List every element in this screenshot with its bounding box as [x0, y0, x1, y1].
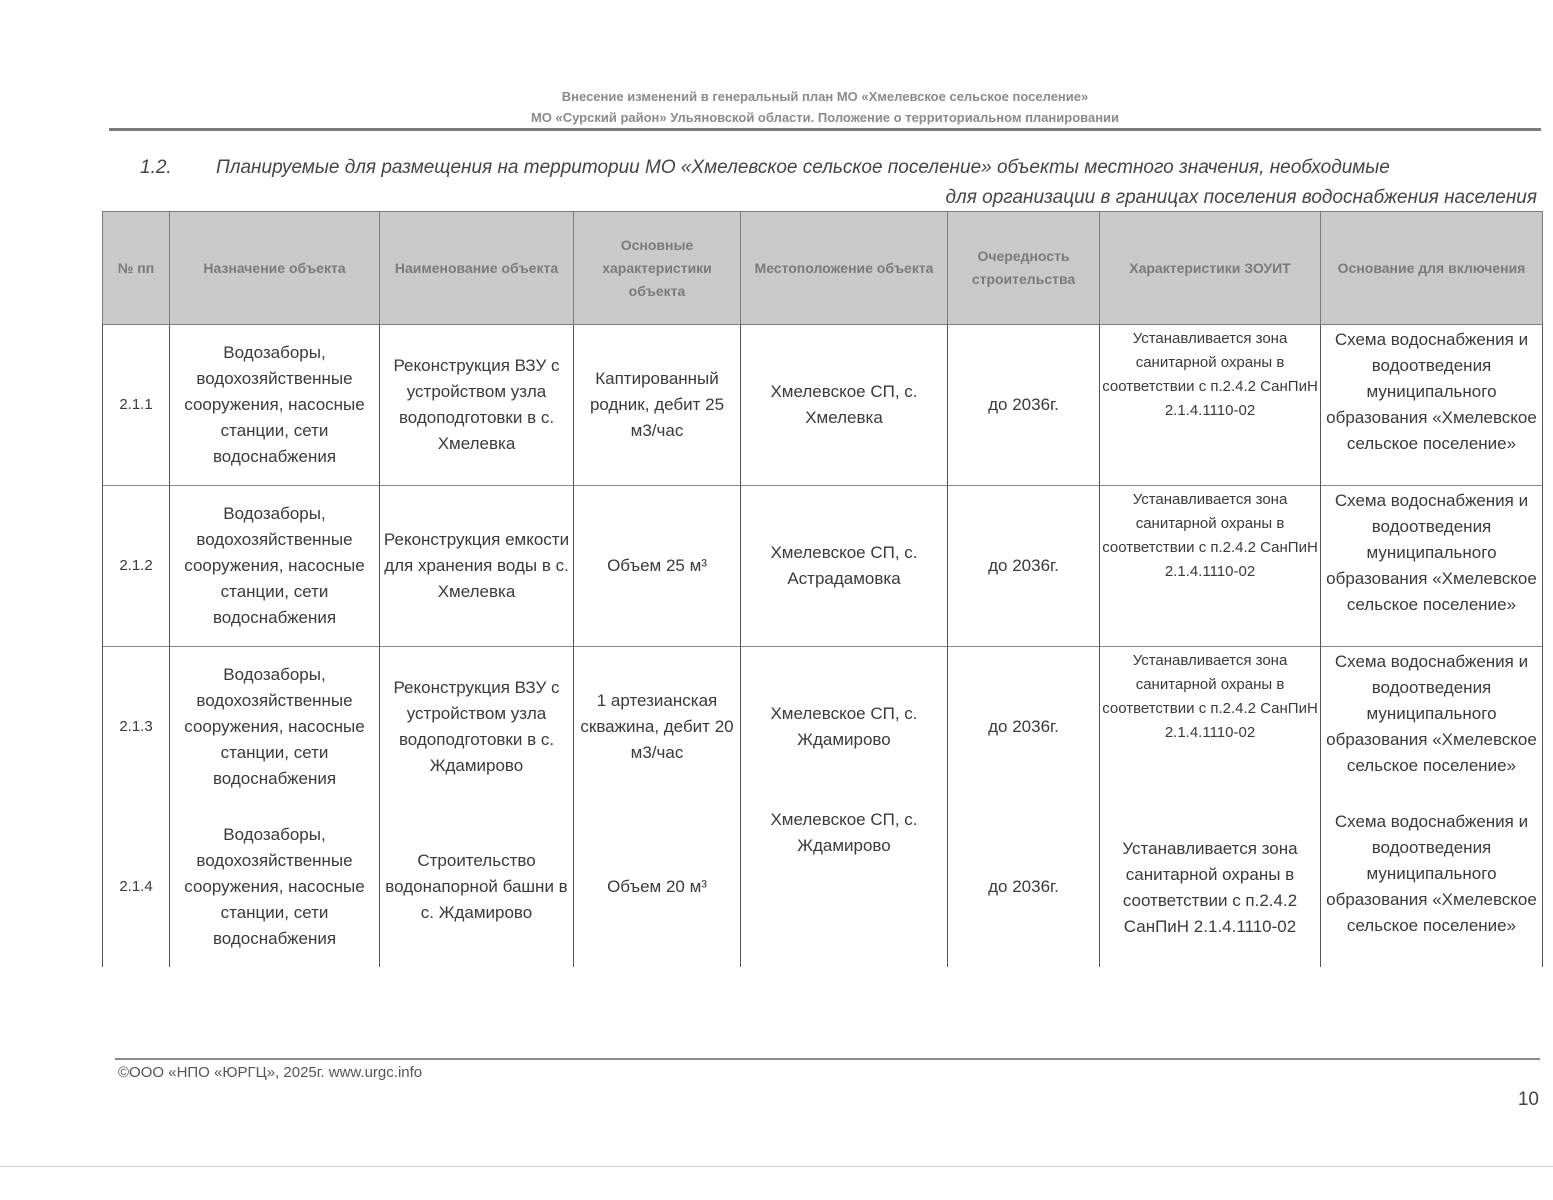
- object-characteristics: Объем 25 м³: [574, 486, 741, 647]
- object-purpose: Водозаборы, водохозяйственные сооружения, насосные станции, сети водоснабжения: [170, 807, 380, 967]
- column-header-name: Наименование объекта: [380, 212, 574, 325]
- construction-order: до 2036г.: [948, 325, 1100, 486]
- column-header-number: № пп: [103, 212, 170, 325]
- column-header-zouit: Характеристики ЗОУИТ: [1100, 212, 1321, 325]
- footer-copyright: ©ООО «НПО «ЮРГЦ», 2025г. www.urgc.info: [118, 1064, 423, 1081]
- section-title-line-2: для организации в границах поселения водоснабжения населения: [945, 187, 1537, 208]
- table-row: [103, 325, 1543, 486]
- column-header-basis: Основание для включения: [1321, 212, 1543, 325]
- object-characteristics: Каптированный родник, дебит 25 м3/час: [574, 325, 741, 486]
- object-location: Хмелевское СП, с. Хмелевка: [741, 325, 948, 486]
- inclusion-basis: Схема водоснабжения и водоотведения муниципального образования «Хмелевское сельское поселение»: [1321, 647, 1543, 808]
- document-header: [110, 86, 1540, 128]
- inclusion-basis: Схема водоснабжения и водоотведения муниципального образования «Хмелевское сельское поселение»: [1321, 807, 1543, 967]
- zouit-characteristics: Устанавливается зона санитарной охраны в соответствии с п.2.4.2 СанПиН 2.1.4.1110-02: [1100, 807, 1321, 967]
- object-name: Реконструкция емкости для хранения воды в с. Хмелевка: [380, 486, 574, 647]
- section-title: [140, 153, 1537, 213]
- column-header-purpose: Назначение объекта: [170, 212, 380, 325]
- column-header-characteristics: Основные характеристики объекта: [574, 212, 741, 325]
- table-row: [103, 486, 1543, 647]
- object-name: Реконструкция ВЗУ с устройством узла водоподготовки в с. Ждамирово: [380, 647, 574, 808]
- section-number: 1.2.: [140, 157, 172, 178]
- object-location: Хмелевское СП, с. Астрадамовка: [741, 486, 948, 647]
- object-location: Хмелевское СП, с. Ждамирово: [741, 647, 948, 808]
- object-location: Хмелевское СП, с. Ждамирово: [741, 807, 948, 967]
- construction-order: до 2036г.: [948, 647, 1100, 808]
- page-number: 10: [1517, 1089, 1539, 1110]
- section-title-line-1: Планируемые для размещения на территории МО «Хмелевское сельское поселение» объекты местного значения, необходимые: [216, 157, 1390, 178]
- header-line-1: Внесение изменений в генеральный план МО «Хмелевское сельское поселение»: [561, 89, 1089, 104]
- column-header-location: Местоположение объекта: [741, 212, 948, 325]
- row-number: 2.1.3: [103, 647, 170, 808]
- footer-divider: [115, 1058, 1540, 1060]
- zouit-characteristics: Устанавливается зона санитарной охраны в соответствии с п.2.4.2 СанПиН 2.1.4.1110-02: [1100, 486, 1321, 647]
- page-bottom-edge: [0, 1166, 1553, 1167]
- zouit-characteristics: Устанавливается зона санитарной охраны в соответствии с п.2.4.2 СанПиН 2.1.4.1110-02: [1100, 325, 1321, 486]
- construction-order: до 2036г.: [948, 486, 1100, 647]
- zouit-characteristics: Устанавливается зона санитарной охраны в соответствии с п.2.4.2 СанПиН 2.1.4.1110-02: [1100, 647, 1321, 808]
- header-divider: [109, 128, 1541, 131]
- row-number: 2.1.1: [103, 325, 170, 486]
- inclusion-basis: Схема водоснабжения и водоотведения муниципального образования «Хмелевское сельское поселение»: [1321, 486, 1543, 647]
- inclusion-basis: Схема водоснабжения и водоотведения муниципального образования «Хмелевское сельское поселение»: [1321, 325, 1543, 486]
- object-purpose: Водозаборы, водохозяйственные сооружения, насосные станции, сети водоснабжения: [170, 325, 380, 486]
- header-line-2: МО «Сурский район» Ульяновской области. Положение о территориальном планировании: [530, 110, 1120, 125]
- table-row: [103, 647, 1543, 808]
- object-purpose: Водозаборы, водохозяйственные сооружения, насосные станции, сети водоснабжения: [170, 486, 380, 647]
- construction-order: до 2036г.: [948, 807, 1100, 967]
- object-characteristics: Объем 20 м³: [574, 807, 741, 967]
- objects-table: [102, 211, 1543, 967]
- row-number: 2.1.2: [103, 486, 170, 647]
- object-name: Реконструкция ВЗУ с устройством узла водоподготовки в с. Хмелевка: [380, 325, 574, 486]
- object-name: Строительство водонапорной башни в с. Ждамирово: [380, 807, 574, 967]
- row-number: 2.1.4: [103, 807, 170, 967]
- column-header-order: Очередность строительства: [948, 212, 1100, 325]
- table-header-row: [103, 212, 1543, 325]
- object-purpose: Водозаборы, водохозяйственные сооружения, насосные станции, сети водоснабжения: [170, 647, 380, 808]
- table-row: [103, 807, 1543, 967]
- object-characteristics: 1 артезианская скважина, дебит 20 м3/час: [574, 647, 741, 808]
